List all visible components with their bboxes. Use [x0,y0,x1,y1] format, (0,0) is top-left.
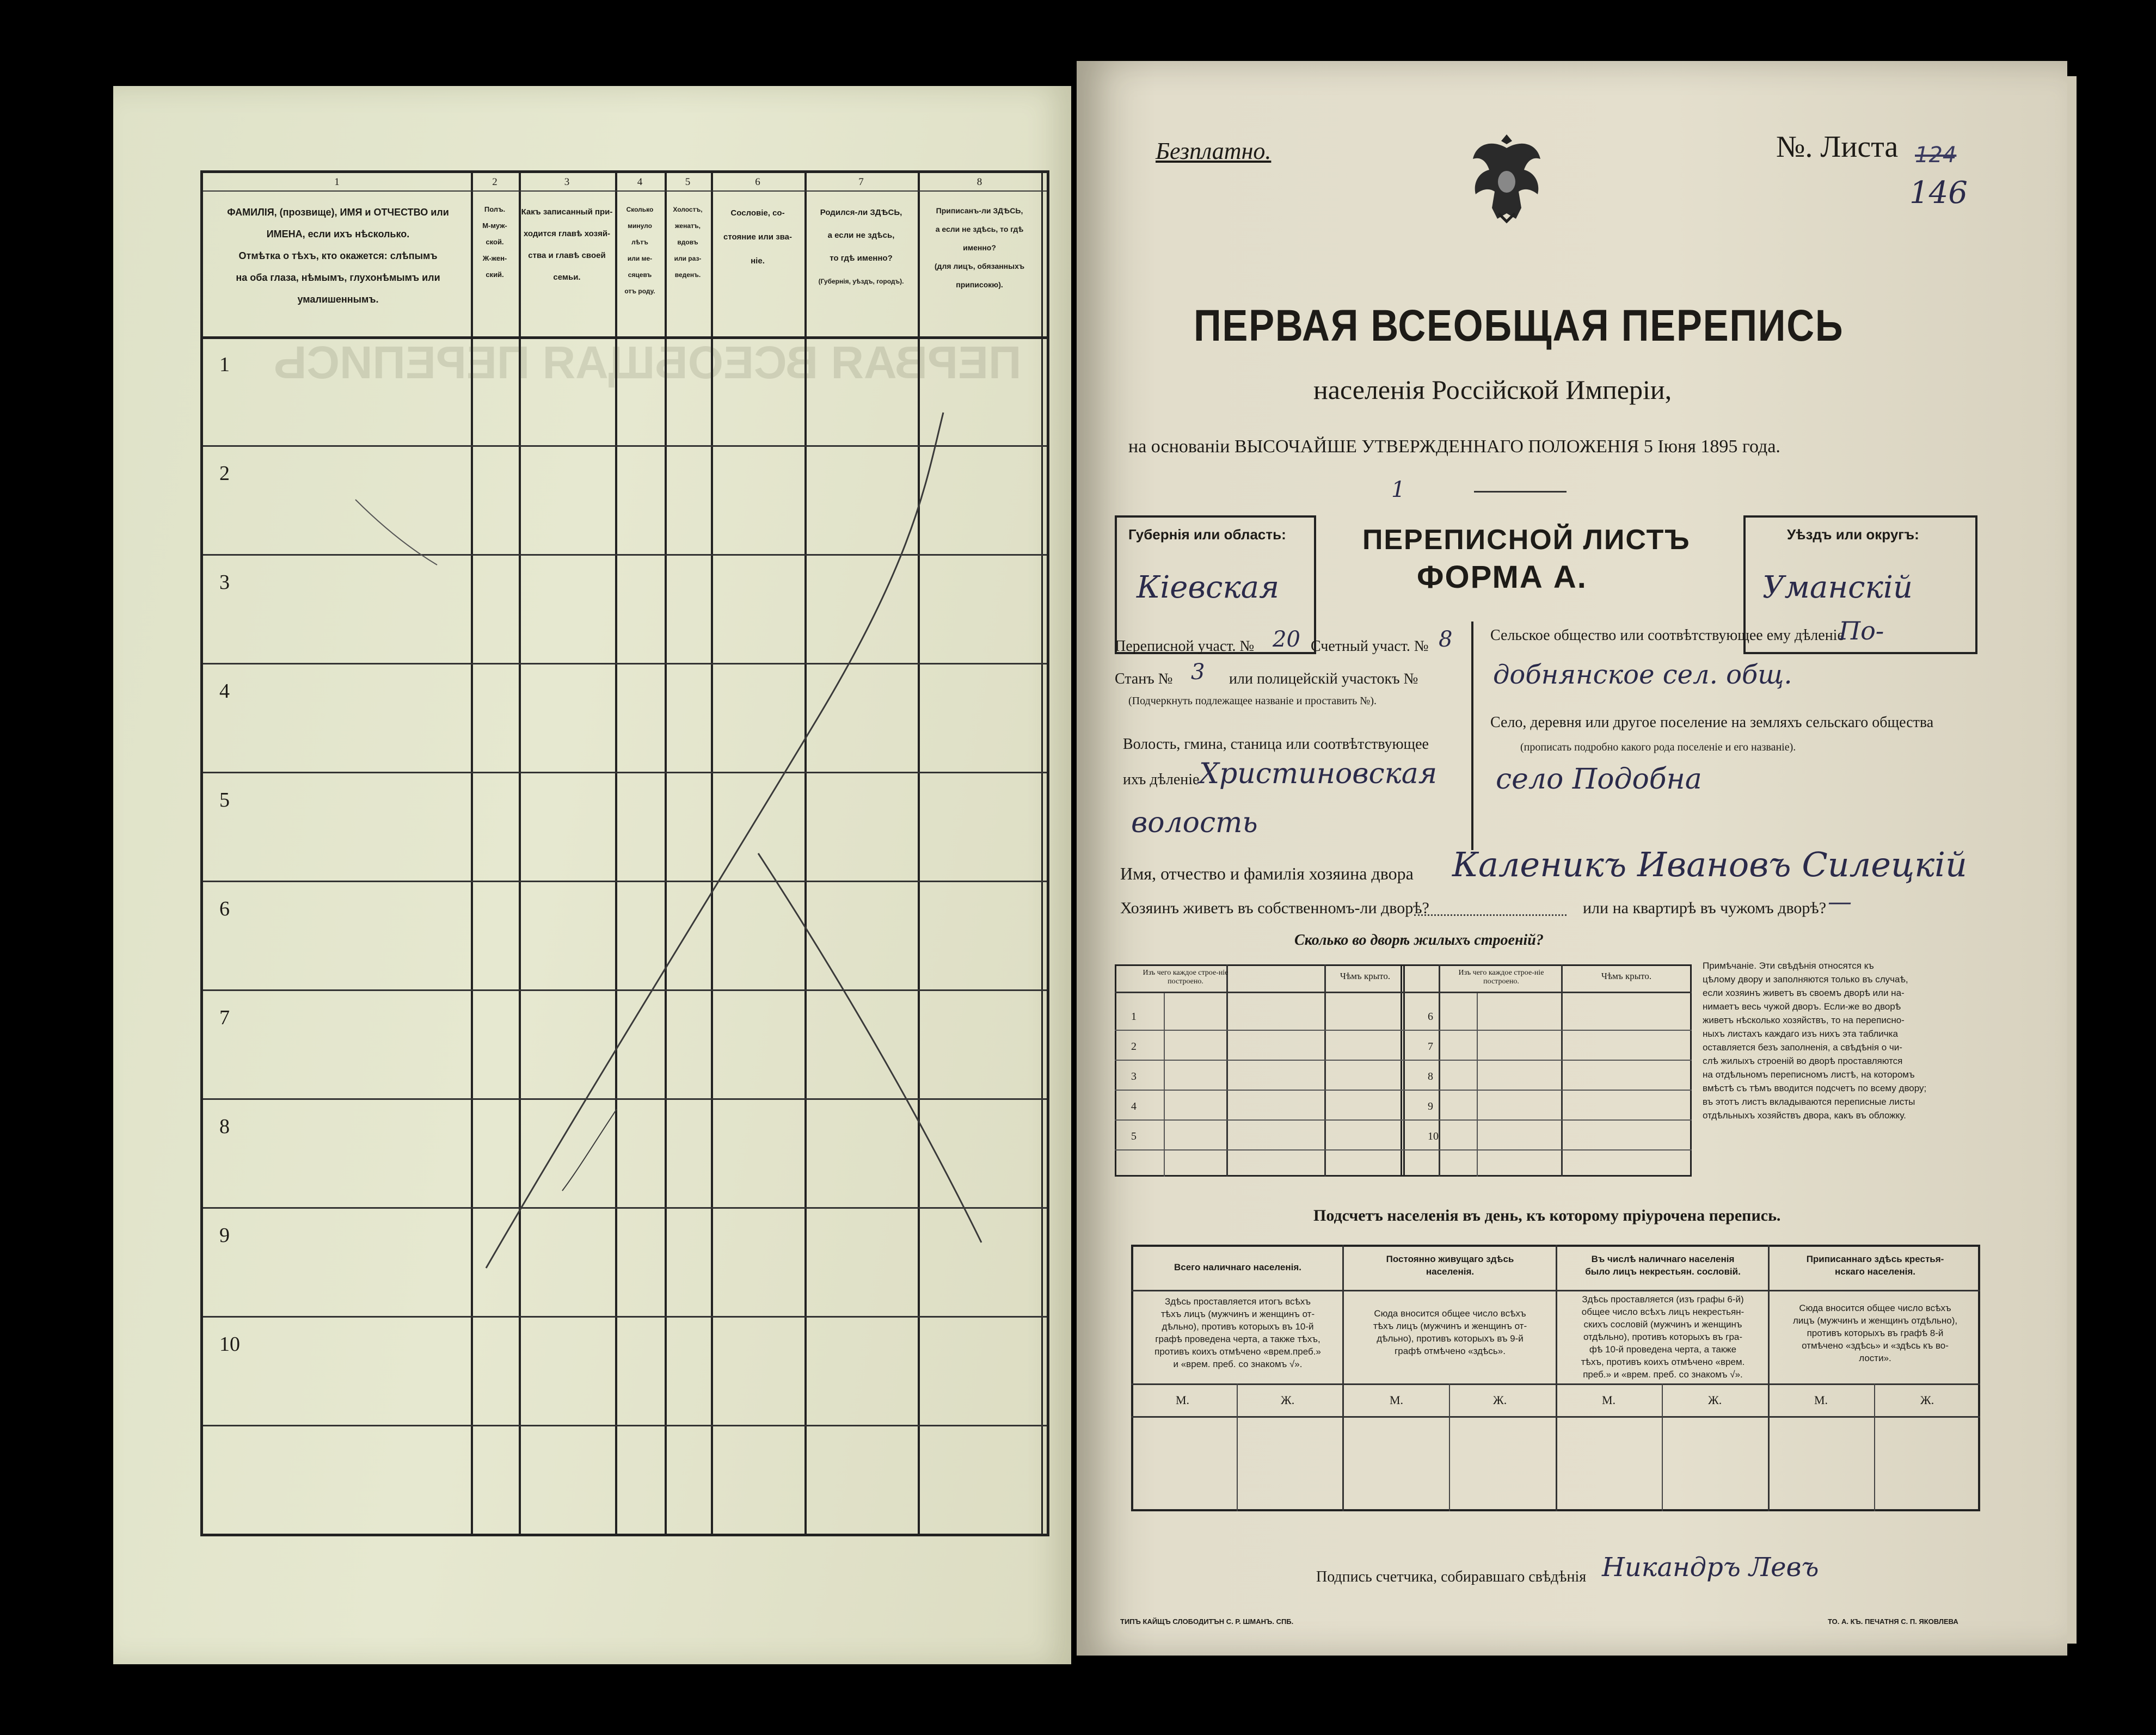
row-number: 3 [219,571,230,594]
buildings-header-rule [1115,992,1692,993]
buildings-header: Чѣмъ крыто. [1601,971,1652,981]
summary-col-divider [1342,1245,1344,1511]
selo-value: село Подобна [1496,763,1702,796]
buildings-col-divider [1561,964,1563,1177]
legal-basis: на основаніи ВЫСОЧАЙШЕ УТВЕРЖДЕННАГО ПОЛОЖЕНІЯ 5 Іюня 1895 года. [1128,436,1780,457]
signature-value: Никандръ Левъ [1602,1552,1819,1583]
buildings-row-rule [1115,1149,1692,1150]
owner-label: Имя, отчество и фамилія хозяина двора [1120,864,1414,883]
gubernia-value: Кіевская [1137,570,1280,605]
buildings-row-number: 2 [1131,1041,1137,1053]
buildings-row-number: 8 [1428,1070,1433,1082]
form-title: ПЕРЕПИСНОЙ ЛИСТЪ [1362,524,1691,556]
stan-value: 3 [1191,660,1205,685]
printer-imprint-left: ТИПЪ КАЙЩЪ СЛОБОДИТЪН С. Р. ШМАНЪ. СПБ. [1120,1617,1294,1626]
selo-label: Село, деревня или другое поселение на земляхъ сельскаго общества [1490,714,1934,731]
signature-label: Подпись счетчика, собиравшаго свѣдѣнія [1316,1568,1587,1585]
summary-sex-female: Ж. [1281,1393,1295,1407]
buildings-label: Сколько во дворѣ жилыхъ строеній? [1294,932,1544,949]
summary-body: Здѣсь проставляется итогъ всѣхъ тѣхъ лицъ (мужчинъ и женщинъ от- дѣльно), противъ которыхъ въ 10-й графѣ проведена черта, а также тѣхъ, противъ коихъ отмѣчено «врем.преб.» и «врем. преб. со знакомъ √». [1154,1296,1321,1369]
buildings-row-rule [1115,1090,1692,1091]
buildings-header: Изъ чего каждое строе-ніе построено. [1458,969,1544,986]
selo-note: (прописать подробно какого рода поселеніе и его названіе). [1520,741,1796,753]
volost-label: Волость, гмина, станица или соотвѣтствующее [1123,736,1429,753]
row-number: 7 [219,1006,230,1029]
ornament-rule [1474,491,1567,493]
column-number: 6 [755,176,760,188]
schetny-uchastok-label: Счетный участ. № [1311,638,1429,655]
census-table [200,170,1049,1536]
obshchestvo-value-2: добнянское сел. общ. [1493,660,1792,690]
summary-sex-male: М. [1176,1393,1190,1407]
row-number: 9 [219,1224,230,1247]
uezd-value: Уманскій [1762,570,1913,605]
summary-header-rule [1131,1290,1980,1291]
own-yard-label: Хозяинъ живетъ въ собственномъ-ли дворѣ? [1120,899,1429,917]
right-page [1077,61,2067,1656]
summary-sex-female: Ж. [1493,1393,1507,1407]
handwritten-dash: — [1828,888,1852,916]
handwritten-mark: 1 [1391,477,1405,502]
summary-col-divider [1768,1245,1770,1511]
row-number: 1 [219,353,230,376]
volost-label-2: ихъ дѣленіе [1123,771,1200,788]
page-subtitle: населенія Россійской Имперіи, [1313,374,1672,405]
fields-divider [1471,622,1473,850]
buildings-header: Изъ чего каждое строе-ніе построено. [1143,969,1229,986]
police-label: или полицейскій участокъ № [1229,670,1418,687]
row-number: 10 [219,1333,240,1356]
summary-sex-divider [1662,1383,1663,1511]
summary-sex-rule [1131,1416,1980,1418]
column-number: 3 [564,176,570,188]
column-header-relation: Какъ записанный при- ходится главѣ хозяй- ства и главѣ своей семьи. [521,207,613,282]
column-header-birthplace: Родился-ли ЗДѢСЬ, а если не здѣсь, то гдѣ именно? (Губернія, уѣздъ, городъ). [818,208,904,285]
buildings-note: Примѣчаніе. Эти свѣдѣнія относятся къ цѣлому двору и заполняются только въ случаѣ, если хозяинъ живетъ въ своемъ дворѣ или на- нимаетъ весь чужой дворъ. Если-же во дворѣ живетъ нѣсколько хозяйствъ, то на переписно- ныхъ листахъ каждаго изъ нихъ эта табличка оставляется безъ заполненія, а свѣдѣнія о чи- слѣ жилыхъ строеній во дворѣ проставляются на отдѣльномъ переписномъ листѣ, на которомъ вмѣстѣ съ тѣмъ вводится подсчетъ по всему двору; въ этотъ листъ вкладываются переписные листы отдѣльныхъ хозяйствъ двора, какъ въ обложку. [1703,961,1927,1121]
buildings-row-number: 10 [1428,1130,1439,1142]
buildings-col-divider [1324,964,1326,1177]
summary-sex-male: М. [1390,1393,1404,1407]
summary-body-rule [1131,1383,1980,1385]
summary-sex-divider [1874,1383,1875,1511]
buildings-row-rule [1115,1060,1692,1061]
perepis-uchastok-value: 20 [1273,627,1300,652]
summary-title: Подсчетъ населенія въ день, къ которому пріурочена перепись. [1313,1207,1781,1225]
cancellation-strokes [203,173,1052,1539]
buildings-row-number: 9 [1428,1100,1433,1112]
summary-sex-female: Ж. [1920,1393,1934,1407]
schetny-uchastok-value: 8 [1439,627,1453,652]
obshchestvo-value: По- [1839,616,1884,645]
owner-value: Каленикъ Ивановъ Силецкій [1452,845,1967,884]
own-yard-line [1414,914,1567,916]
column-header-name: ФАМИЛІЯ, (прозвище), ИМЯ и ОТЧЕСТВО или ИМЕНА, если ихъ нѣсколько. Отмѣтка о тѣхъ, кто окажется: слѣпымъ на оба глаза, нѣмымъ, глухонѣмымъ или умалишеннымъ. [227,207,449,305]
row-number: 6 [219,897,230,920]
gubernia-label: Губернія или область: [1128,526,1286,543]
summary-header: Въ числѣ наличнаго населенія было лицъ некрестьян. сословій. [1585,1254,1741,1277]
row-number: 8 [219,1115,230,1138]
imperial-eagle-icon [1469,132,1545,224]
volost-value-2: волость [1131,807,1258,839]
summary-header: Всего наличнаго населенія. [1174,1262,1301,1272]
printer-imprint-right: ТО. А. КЪ. ПЕЧАТНЯ С. П. ЯКОВЛЕВА [1828,1617,1958,1626]
summary-body: Сюда вносится общее число всѣхъ лицъ (мужчинъ и женщинъ отдѣльно), противъ которыхъ въ графѣ 8-й отмѣчено «здѣсь» и «здѣсь къ во- лости». [1792,1303,1958,1363]
summary-body: Здѣсь проставляется (изъ графы 6-й) общее число всѣхъ лицъ некрестьян- скихъ сословій (мужчинъ и женщинъ отдѣльно), противъ которыхъ въ гра- фѣ 10-й проведена черта, а также тѣхъ, противъ коихъ отмѣчено «врем. преб.» и «врем. преб. со знакомъ √». [1581,1294,1745,1380]
bleed-through-title: ПЕРВАЯ ВСЕОБЩАЯ ПЕРЕПИСЬ [274,337,1022,388]
summary-sex-divider [1237,1383,1238,1511]
column-header-age: Сколько минуло лѣтъ или ме- сяцевъ отъ роду. [624,206,655,295]
sheet-number-new: 146 [1909,175,1968,211]
buildings-header: Чѣмъ крыто. [1340,971,1391,981]
column-header-marital: Холостъ, женатъ, вдовъ или раз- веденъ. [673,206,703,279]
summary-sex-male: М. [1814,1393,1828,1407]
column-header-sex: Полъ. М-муж- ской. Ж-жен- ский. [482,205,507,279]
buildings-col-divider [1477,992,1478,1177]
buildings-row-number: 5 [1131,1130,1137,1142]
summary-sex-divider [1449,1383,1450,1511]
sheet-number-label: №. Листа [1776,130,1899,164]
buildings-row-number: 4 [1131,1100,1137,1112]
column-number: 7 [858,176,864,188]
stan-label: Станъ № [1115,670,1173,687]
uezd-label: Уѣздъ или округъ: [1787,526,1919,543]
summary-col-divider [1556,1245,1557,1511]
volost-value: Христиновская [1199,758,1438,790]
left-page [113,86,1071,1664]
row-number: 4 [219,680,230,703]
buildings-col-divider [1164,992,1165,1177]
row-number: 5 [219,789,230,811]
buildings-row-number: 3 [1131,1070,1137,1082]
column-header-estate: Сословіе, со- стояние или зва- нiе. [723,208,792,266]
page-title: ПЕРВАЯ ВСЕОБЩАЯ ПЕРЕПИСЬ [1194,301,1844,350]
column-number: 2 [492,176,497,188]
buildings-row-rule [1115,1119,1692,1121]
column-number: 8 [976,176,982,188]
buildings-row-rule [1115,1030,1692,1031]
column-number: 1 [334,176,340,188]
column-header-registered: Приписанъ-ли ЗДѢСЬ, а если не здѣсь, то гдѣ именно? (для лицъ, обязанныхъ приписокю). [934,206,1025,289]
buildings-row-number: 6 [1428,1011,1433,1023]
summary-body: Сюда вносится общее число всѣхъ тѣхъ лицъ (мужчинъ и женщинъ от- дѣльно), противъ которыхъ въ 9-й графѣ отмѣчено «здѣсь». [1373,1308,1527,1356]
buildings-row-number: 1 [1131,1011,1137,1023]
obshchestvo-label: Сельское общество или соотвѣтствующее ему дѣленіе [1490,627,1844,644]
sheet-number-old: 124 [1915,143,1957,168]
summary-header: Приписаннаго здѣсь крестья- нскаго населенія. [1806,1254,1944,1277]
column-number: 4 [637,176,643,188]
buildings-row-number: 7 [1428,1041,1433,1053]
rent-label: или на квартирѣ въ чужомъ дворѣ? [1583,899,1827,917]
summary-sex-male: М. [1602,1393,1616,1407]
underline-note: (Подчеркнуть подлежащее названіе и проставить №). [1128,695,1377,707]
column-number: 5 [685,176,691,188]
perepis-uchastok-label: Переписной участ. № [1115,638,1255,655]
form-variant: ФОРМА А. [1417,559,1587,595]
summary-sex-female: Ж. [1708,1393,1722,1407]
row-number: 2 [219,462,230,485]
buildings-col-divider [1401,964,1405,1177]
buildings-col-divider [1226,964,1228,1177]
free-label: Безплатно. [1156,138,1272,164]
buildings-col-divider [1439,964,1440,1177]
summary-header: Постоянно живущаго здѣсь населенія. [1386,1254,1514,1277]
